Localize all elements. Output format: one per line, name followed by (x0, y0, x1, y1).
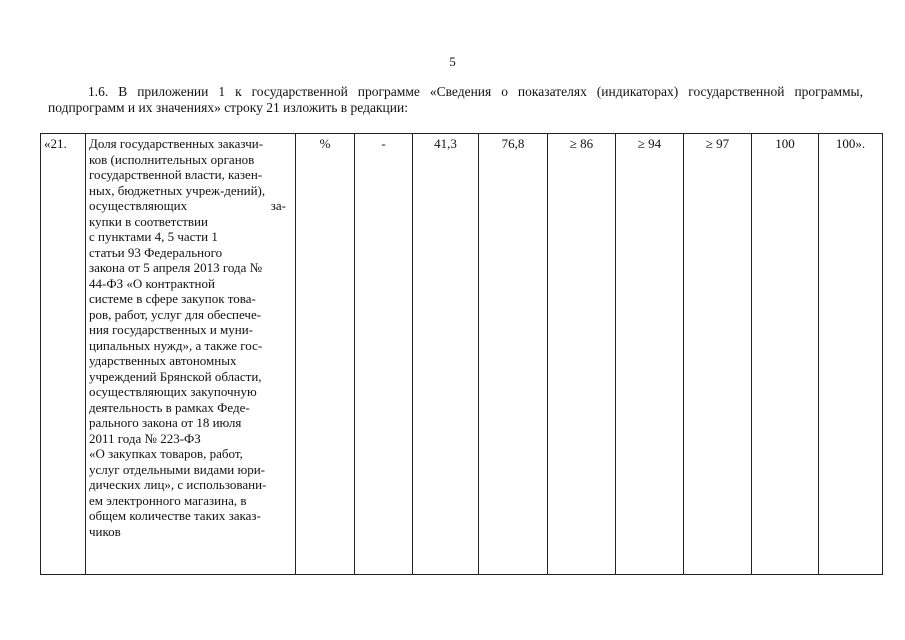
description-line: дических лиц», с использовани- (89, 477, 267, 492)
unit-cell: % (296, 134, 355, 575)
row-number: «21. (41, 134, 86, 575)
description-line: общем количестве таких заказ- (89, 508, 261, 523)
description-line: Доля государственных заказчи- (89, 136, 264, 151)
intro-paragraph: 1.6. В приложении 1 к государственной программе «Сведения о показателях (индикаторах) государственной программы, подпрограмм и их значениях» строку 21 изложить в редакции: (48, 84, 863, 115)
description-line: ков (исполнительных органов (89, 151, 255, 167)
description-word: за- (270, 198, 286, 213)
base-value-cell: - (355, 134, 413, 575)
description-line: деятельность в рамках Феде- (89, 399, 250, 415)
description-line: учреждений Брянской области, (89, 368, 262, 384)
description-line: статьи 93 Федерального (89, 244, 223, 260)
description-line (89, 198, 286, 214)
description-line: ров, работ, услуг для обеспече- (89, 306, 262, 322)
description-line: рального закона от 18 июля (89, 415, 242, 430)
value-cell-1: 41,3 (413, 134, 479, 575)
description-line: закона от 5 апреля 2013 года № (89, 260, 263, 275)
description-line: ударственных автономных (89, 353, 237, 368)
value-cell-2: 76,8 (479, 134, 548, 575)
description-word: осуществляющих (89, 198, 188, 213)
description-line: ния государственных и муни- (89, 322, 253, 337)
description-line: услуг отдельными видами юри- (89, 461, 266, 477)
description-line: государственной власти, казен- (89, 167, 263, 182)
description-line: «О закупках товаров, работ, (89, 446, 243, 461)
indicators-table (40, 133, 883, 575)
value-cell-5: ≥ 97 (684, 134, 752, 575)
description-line: 44-ФЗ «О контрактной (89, 275, 215, 291)
description-line: системе в сфере закупок това- (89, 291, 256, 306)
description-line: купки в соответствии (89, 213, 208, 229)
indicator-description (86, 134, 296, 575)
description-line: ных, бюджетных учреж-дений), (89, 182, 266, 198)
description-line: чиков (89, 523, 121, 539)
table-row (41, 134, 883, 575)
description-line: с пунктами 4, 5 части 1 (89, 229, 218, 244)
value-cell-6: 100 (752, 134, 819, 575)
description-line: ем электронного магазина, в (89, 492, 247, 508)
description-line: ципальных нужд», а также гос- (89, 337, 263, 353)
page-number: 5 (449, 54, 456, 69)
value-cell-4: ≥ 94 (616, 134, 684, 575)
description-line: 2011 года № 223-ФЗ (89, 430, 201, 446)
value-cell-3: ≥ 86 (548, 134, 616, 575)
description-line: осуществляющих закупочную (89, 384, 257, 399)
value-cell-7: 100». (819, 134, 883, 575)
